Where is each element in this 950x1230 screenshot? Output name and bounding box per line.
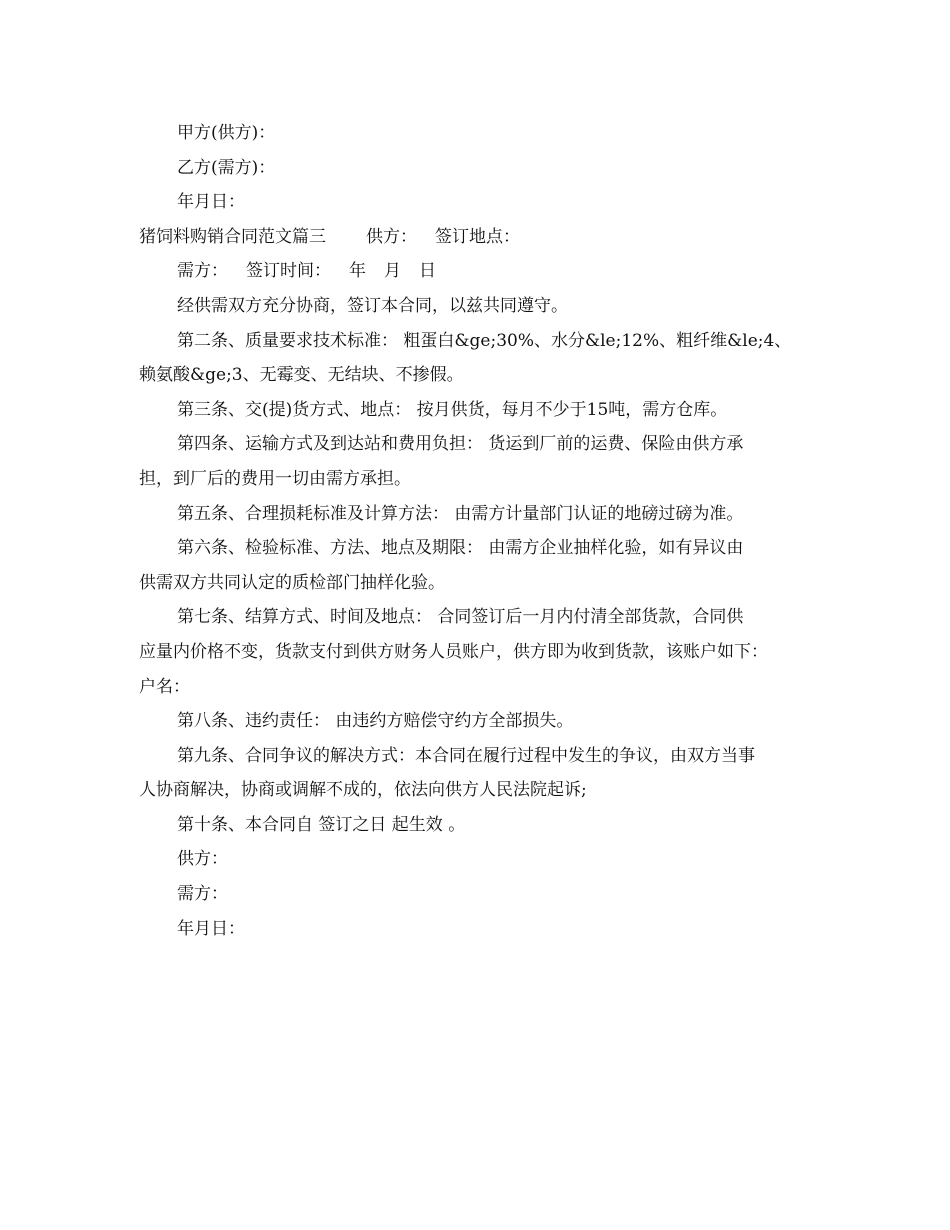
article-5-line: 第五条、合理损耗标准及计算方法： 由需方计量部门认证的地磅过磅为准。 (177, 503, 744, 524)
article-2-line-1: 第二条、质量要求技术标准： 粗蛋白&ge;30%、水分&le;12%、粗纤维&le;4、 (177, 330, 792, 351)
article-2-line-2: 赖氨酸&ge;3、无霉变、无结块、不掺假。 (139, 365, 464, 386)
signature-buyer: 需方： (177, 884, 228, 905)
article-3-line: 第三条、交(提)货方式、地点： 按月供货，每月不少于15吨，需方仓库。 (177, 399, 728, 420)
article-8-line: 第八条、违约责任： 由违约方赔偿守约方全部损失。 (177, 711, 574, 732)
article-9-line-2: 人协商解决，协商或调解不成的，依法向供方人民法院起诉; (139, 780, 587, 801)
title-line (139, 220, 829, 255)
date-line: 年月日： (177, 192, 245, 213)
article-9-line-1: 第九条、合同争议的解决方式：本合同在履行过程中发生的争议，由双方当事 (177, 745, 755, 766)
contract-title: 猪饲料购销合同范文篇三 (139, 226, 326, 247)
article-7-line-3: 户名： (139, 676, 190, 697)
article-10-line: 第十条、本合同自 签订之日 起生效 。 (177, 814, 466, 835)
party-b-line: 乙方(需方)： (177, 157, 276, 178)
month-label: 月 (384, 261, 401, 282)
year-label: 年 (349, 261, 366, 282)
article-7-line-1: 第七条、结算方式、时间及地点： 合同签订后一月内付清全部货款，合同供 (177, 607, 744, 628)
article-7-line-2: 应量内价格不变，货款支付到供方财务人员账户，供方即为收到货款，该账户如下： (139, 641, 768, 662)
buyer-label: 需方： (177, 261, 228, 282)
buyer-sign-time-line (139, 254, 829, 289)
article-6-line-1: 第六条、检验标准、方法、地点及期限： 由需方企业抽样化验，如有异议由 (177, 538, 744, 559)
sign-time-label: 签订时间： (246, 261, 331, 282)
intro-line: 经供需双方充分协商，签订本合同，以兹共同遵守。 (177, 295, 568, 316)
contract-body (139, 116, 829, 946)
signature-date: 年月日： (177, 918, 245, 939)
signature-supplier: 供方： (177, 849, 228, 870)
sign-place-label: 签订地点： (435, 226, 520, 247)
article-4-line-1: 第四条、运输方式及到达站和费用负担： 货运到厂前的运费、保险由供方承 (177, 434, 744, 455)
article-4-line-2: 担，到厂后的费用一切由需方承担。 (139, 468, 411, 489)
day-label: 日 (419, 261, 436, 282)
supplier-label: 供方： (366, 226, 417, 247)
article-6-line-2: 供需双方共同认定的质检部门抽样化验。 (139, 572, 445, 593)
party-a-line: 甲方(供方)： (177, 123, 276, 143)
